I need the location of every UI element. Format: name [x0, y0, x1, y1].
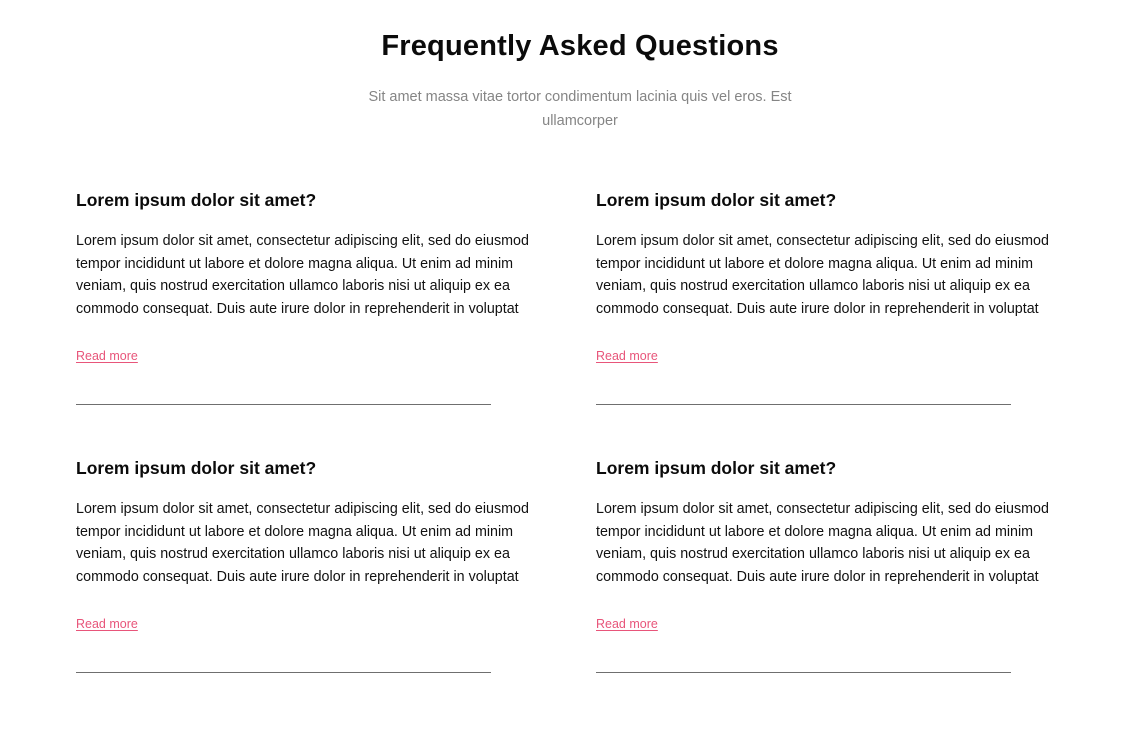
divider: [596, 672, 1011, 673]
faq-answer: Lorem ipsum dolor sit amet, consectetur adipiscing elit, sed do eiusmod tempor incididunt ut labore et dolore magna aliqua. Ut enim ad minim veniam, quis nostrud exercitation ullamco laboris nisi ut aliquip ex ea commodo consequat. Duis aute irure dolor in reprehenderit in voluptat: [76, 233, 529, 317]
faq-answer: Lorem ipsum dolor sit amet, consectetur adipiscing elit, sed do eiusmod tempor incididunt ut labore et dolore magna aliqua. Ut enim ad minim veniam, quis nostrud exercitation ullamco laboris nisi ut aliquip ex ea commodo consequat. Duis aute irure dolor in reprehenderit in voluptat: [596, 233, 1049, 317]
read-more-link[interactable]: Read more: [76, 349, 138, 363]
faq-question: Lorem ipsum dolor sit amet?: [596, 190, 837, 210]
faq-question: Lorem ipsum dolor sit amet?: [596, 458, 837, 478]
page-title: Frequently Asked Questions: [381, 30, 779, 62]
divider: [76, 404, 491, 405]
faq-answer: Lorem ipsum dolor sit amet, consectetur adipiscing elit, sed do eiusmod tempor incididunt ut labore et dolore magna aliqua. Ut enim ad minim veniam, quis nostrud exercitation ullamco laboris nisi ut aliquip ex ea commodo consequat. Duis aute irure dolor in reprehenderit in voluptat: [76, 501, 529, 585]
divider: [76, 672, 491, 673]
read-more-link[interactable]: Read more: [76, 617, 138, 631]
read-more-link[interactable]: Read more: [596, 617, 658, 631]
faq-question: Lorem ipsum dolor sit amet?: [76, 458, 317, 478]
divider: [596, 404, 1011, 405]
faq-question: Lorem ipsum dolor sit amet?: [76, 190, 317, 210]
faq-answer: Lorem ipsum dolor sit amet, consectetur adipiscing elit, sed do eiusmod tempor incididunt ut labore et dolore magna aliqua. Ut enim ad minim veniam, quis nostrud exercitation ullamco laboris nisi ut aliquip ex ea commodo consequat. Duis aute irure dolor in reprehenderit in voluptat: [596, 501, 1049, 585]
page-subtitle: Sit amet massa vitae tortor condimentum lacinia quis vel eros. Est ullamcorper: [368, 89, 792, 129]
read-more-link[interactable]: Read more: [596, 349, 658, 363]
